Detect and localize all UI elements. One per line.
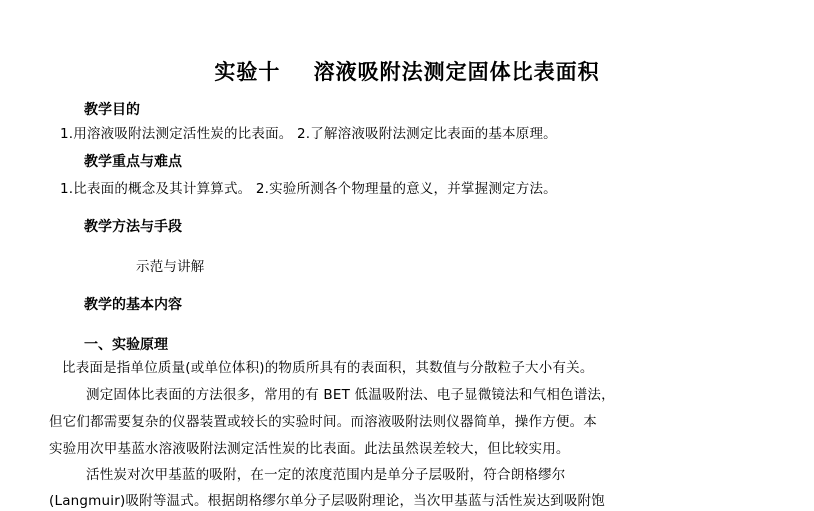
principle-line: 测定固体比表面的方法很多，常用的有 BET 低温吸附法、电子显微镜法和气相色谱法， (86, 387, 615, 403)
methods-text: 示范与讲解 (136, 259, 205, 275)
page-title: 实验十 溶液吸附法测定固体比表面积 (214, 59, 600, 84)
key-points-heading: 教学重点与难点 (84, 154, 182, 170)
key-points-text: 1.比表面的概念及其计算算式。 2.实验所测各个物理量的意义，并掌握测定方法。 (60, 181, 557, 197)
principle-line: 但它们都需要复杂的仪器装置或较长的实验时间。而溶液吸附法则仪器简单，操作方便。本 (49, 414, 597, 430)
principle-heading: 一、实验原理 (84, 337, 168, 353)
methods-heading: 教学方法与手段 (84, 219, 182, 235)
objectives-heading: 教学目的 (84, 102, 140, 118)
principle-line: 比表面是指单位质量(或单位体积)的物质所具有的表面积，其数值与分散粒子大小有关。 (62, 360, 594, 376)
content-heading: 教学的基本内容 (84, 297, 182, 313)
principle-line: (Langmuir)吸附等温式。根据朗格缪尔单分子层吸附理论，当次甲基蓝与活性炭达到吸附饱 (49, 493, 605, 509)
principle-line: 实验用次甲基蓝水溶液吸附法测定活性炭的比表面。此法虽然误差较大，但比较实用。 (49, 441, 570, 457)
principle-line: 活性炭对次甲基蓝的吸附，在一定的浓度范围内是单分子层吸附，符合朗格缪尔 (86, 467, 566, 483)
objectives-text: 1.用溶液吸附法测定活性炭的比表面。 2.了解溶液吸附法测定比表面的基本原理。 (60, 126, 557, 142)
